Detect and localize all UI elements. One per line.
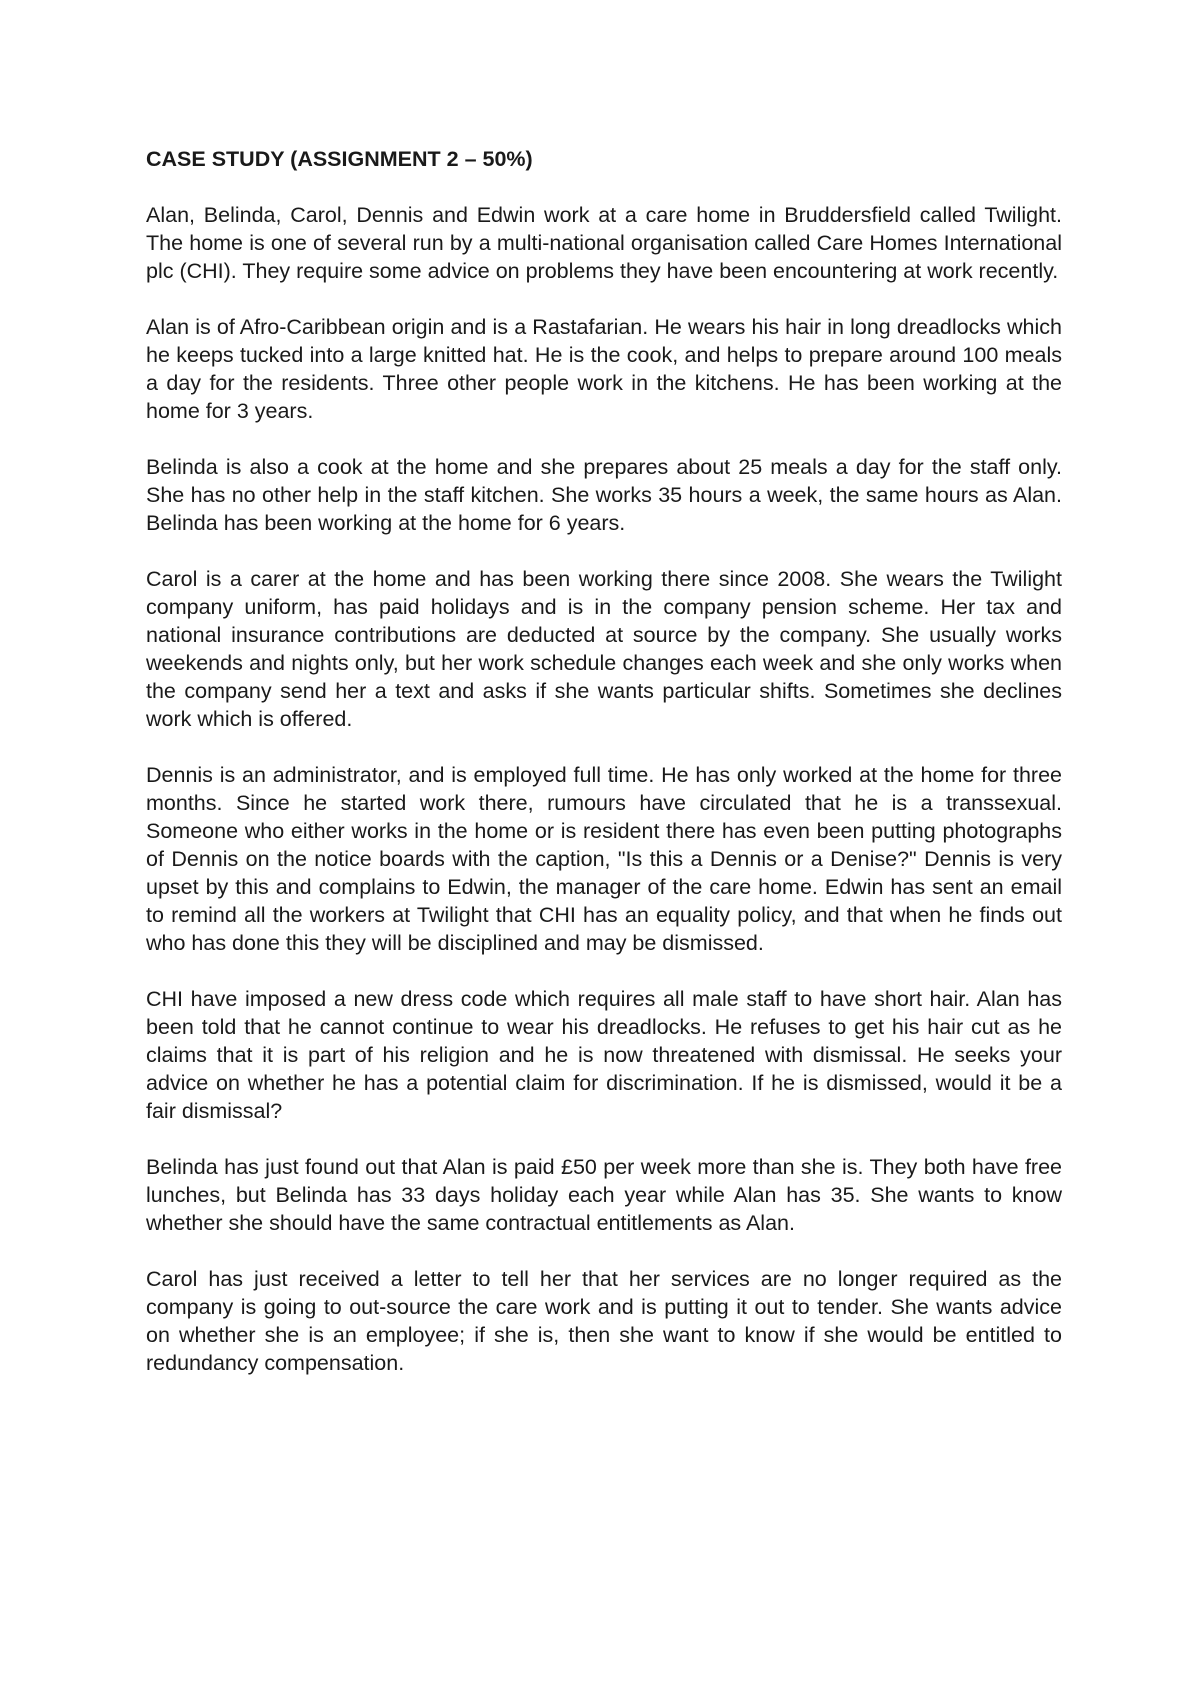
document-title: CASE STUDY (ASSIGNMENT 2 – 50%) <box>146 147 533 171</box>
paragraph-alan: Alan is of Afro-Caribbean origin and is a Rastafarian. He wears his hair in long dreadlocks which he keeps tucked into a large knitted hat. He is the cook, and helps to prepare around 100 meals a day for the residents. Three other people work in the kitchens. He has been working at the home for 3 years. <box>146 315 1062 423</box>
paragraph-dennis: Dennis is an administrator, and is employed full time. He has only worked at the home for three months. Since he started work there, rumours have circulated that he is a transsexual. Someone who either works in the home or is resident there has even been putting photographs of Dennis on the notice boards with the caption, "Is this a Dennis or a Denise?" Dennis is very upset by this and complains to Edwin, the manager of the care home. Edwin has sent an email to remind all the workers at Twilight that CHI has an equality policy, and that when he finds out who has done this they will be disciplined and may be dismissed. <box>146 763 1062 955</box>
paragraph-carol: Carol is a carer at the home and has been working there since 2008. She wears the Twilight company uniform, has paid holidays and is in the company pension scheme. Her tax and national insurance contributions are deducted at source by the company. She usually works weekends and nights only, but her work schedule changes each week and she only works when the company send her a text and asks if she wants particular shifts. Sometimes she declines work which is offered. <box>146 567 1062 731</box>
paragraph-belinda: Belinda is also a cook at the home and she prepares about 25 meals a day for the staff only. She has no other help in the staff kitchen. She works 35 hours a week, the same hours as Alan. Belinda has been working at the home for 6 years. <box>146 455 1062 535</box>
paragraph-belinda-pay: Belinda has just found out that Alan is paid £50 per week more than she is. They both have free lunches, but Belinda has 33 days holiday each year while Alan has 35. She wants to know whether she should have the same contractual entitlements as Alan. <box>146 1155 1062 1235</box>
paragraph-carol-redundancy: Carol has just received a letter to tell her that her services are no longer required as the company is going to out-source the care work and is putting it out to tender. She wants advice on whether she is an employee; if she is, then she want to know if she would be entitled to redundancy compensation. <box>146 1267 1062 1375</box>
paragraph-dress-code: CHI have imposed a new dress code which requires all male staff to have short hair. Alan has been told that he cannot continue to wear his dreadlocks. He refuses to get his hair cut as he claims that it is part of his religion and he is now threatened with dismissal. He seeks your advice on whether he has a potential claim for discrimination. If he is dismissed, would it be a fair dismissal? <box>146 987 1062 1123</box>
document-body <box>146 145 1062 1377</box>
paragraph-intro: Alan, Belinda, Carol, Dennis and Edwin work at a care home in Bruddersfield called Twilight. The home is one of several run by a multi-national organisation called Care Homes International plc (CHI). They require some advice on problems they have been encountering at work recently. <box>146 203 1062 283</box>
